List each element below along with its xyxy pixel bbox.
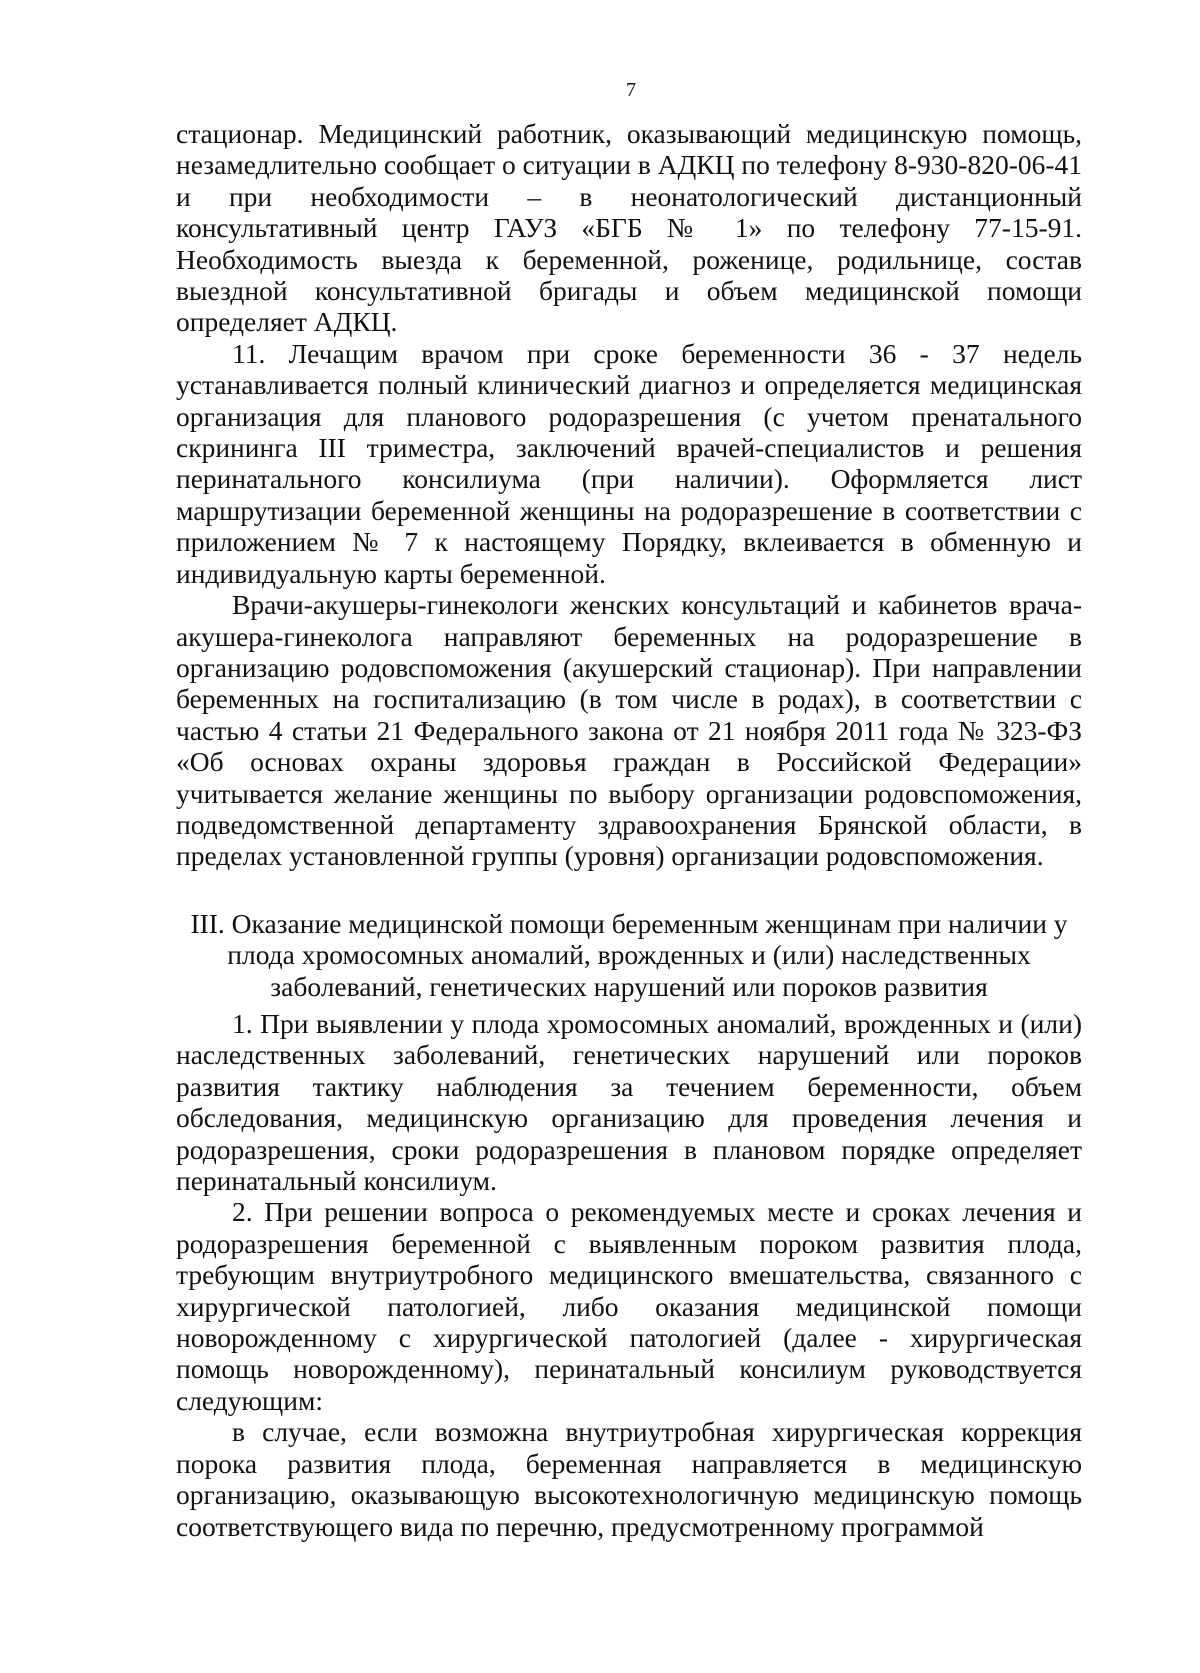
page-number: 7 [626, 79, 636, 101]
paragraph: в случае, если возможна внутриутробная хирургическая коррекция порока развития плода, беременная направляется в медицинскую организацию, оказывающую высокотехнологичную медицинскую помощь соответствующего вида по перечню, предусмотренному программой [176, 1416, 1082, 1542]
body-text-bottom [176, 1008, 1082, 1542]
paragraph: 1. При выявлении у плода хромосомных аномалий, врожденных и (или) наследственных заболеваний, генетических нарушений или пороков развития тактику наблюдения за течением беременности, объем обследования, медицинскую организацию для проведения лечения и родоразрешения, сроки родоразрешения в плановом порядке определяет перинатальный консилиум. [176, 1008, 1082, 1197]
paragraph: 11. Лечащим врачом при сроке беременности 36 - 37 недель устанавливается полный клинический диагноз и определяется медицинская организация для планового родоразрешения (с учетом пренатального скрининга III триместра, заключений врачей-специалистов и решения перинатального консилиума (при наличии). Оформляется лист маршрутизации беременной женщины на родоразрешение в соответствии с приложением № 7 к настоящему Порядку, вклеивается в обменную и индивидуальную карты беременной. [176, 337, 1082, 589]
body-text-top [176, 118, 1082, 872]
section-heading: III. Оказание медицинской помощи беременным женщинам при наличии у плода хромосомных аномалий, врожденных и (или) наследственных заболеваний, генетических нарушений или пороков развития [190, 908, 1068, 1002]
paragraph: Врачи-акушеры-гинекологи женских консультаций и кабинетов врача-акушера-гинеколога направляют беременных на родоразрешение в организацию родовспоможения (акушерский стационар). При направлении беременных на госпитализацию (в том числе в родах), в соответствии с частью 4 статьи 21 Федерального закона от 21 ноября 2011 года № 323-ФЗ «Об основах охраны здоровья граждан в Российской Федерации» учитывается желание женщины по выбору организации родовспоможения, подведомственной департаменту здравоохранения Брянской области, в пределах установленной группы (уровня) организации родовспоможения. [176, 589, 1082, 872]
paragraph: 2. При решении вопроса о рекомендуемых месте и сроках лечения и родоразрешения беременной с выявленным пороком развития плода, требующим внутриутробного медицинского вмешательства, связанного с хирургической патологией, либо оказания медицинской помощи новорожденному с хирургической патологией (далее - хирургическая помощь новорожденному), перинатальный консилиум руководствуется следующим: [176, 1196, 1082, 1416]
paragraph: стационар. Медицинский работник, оказывающий медицинскую помощь, незамедлительно сообщает о ситуации в АДКЦ по телефону 8-930-820-06-41 и при необходимости – в неонатологический дистанционный консультативный центр ГАУЗ «БГБ № 1» по телефону 77-15-91. Необходимость выезда к беременной, роженице, родильнице, состав выездной консультативной бригады и объем медицинской помощи определяет АДКЦ. [176, 118, 1083, 338]
